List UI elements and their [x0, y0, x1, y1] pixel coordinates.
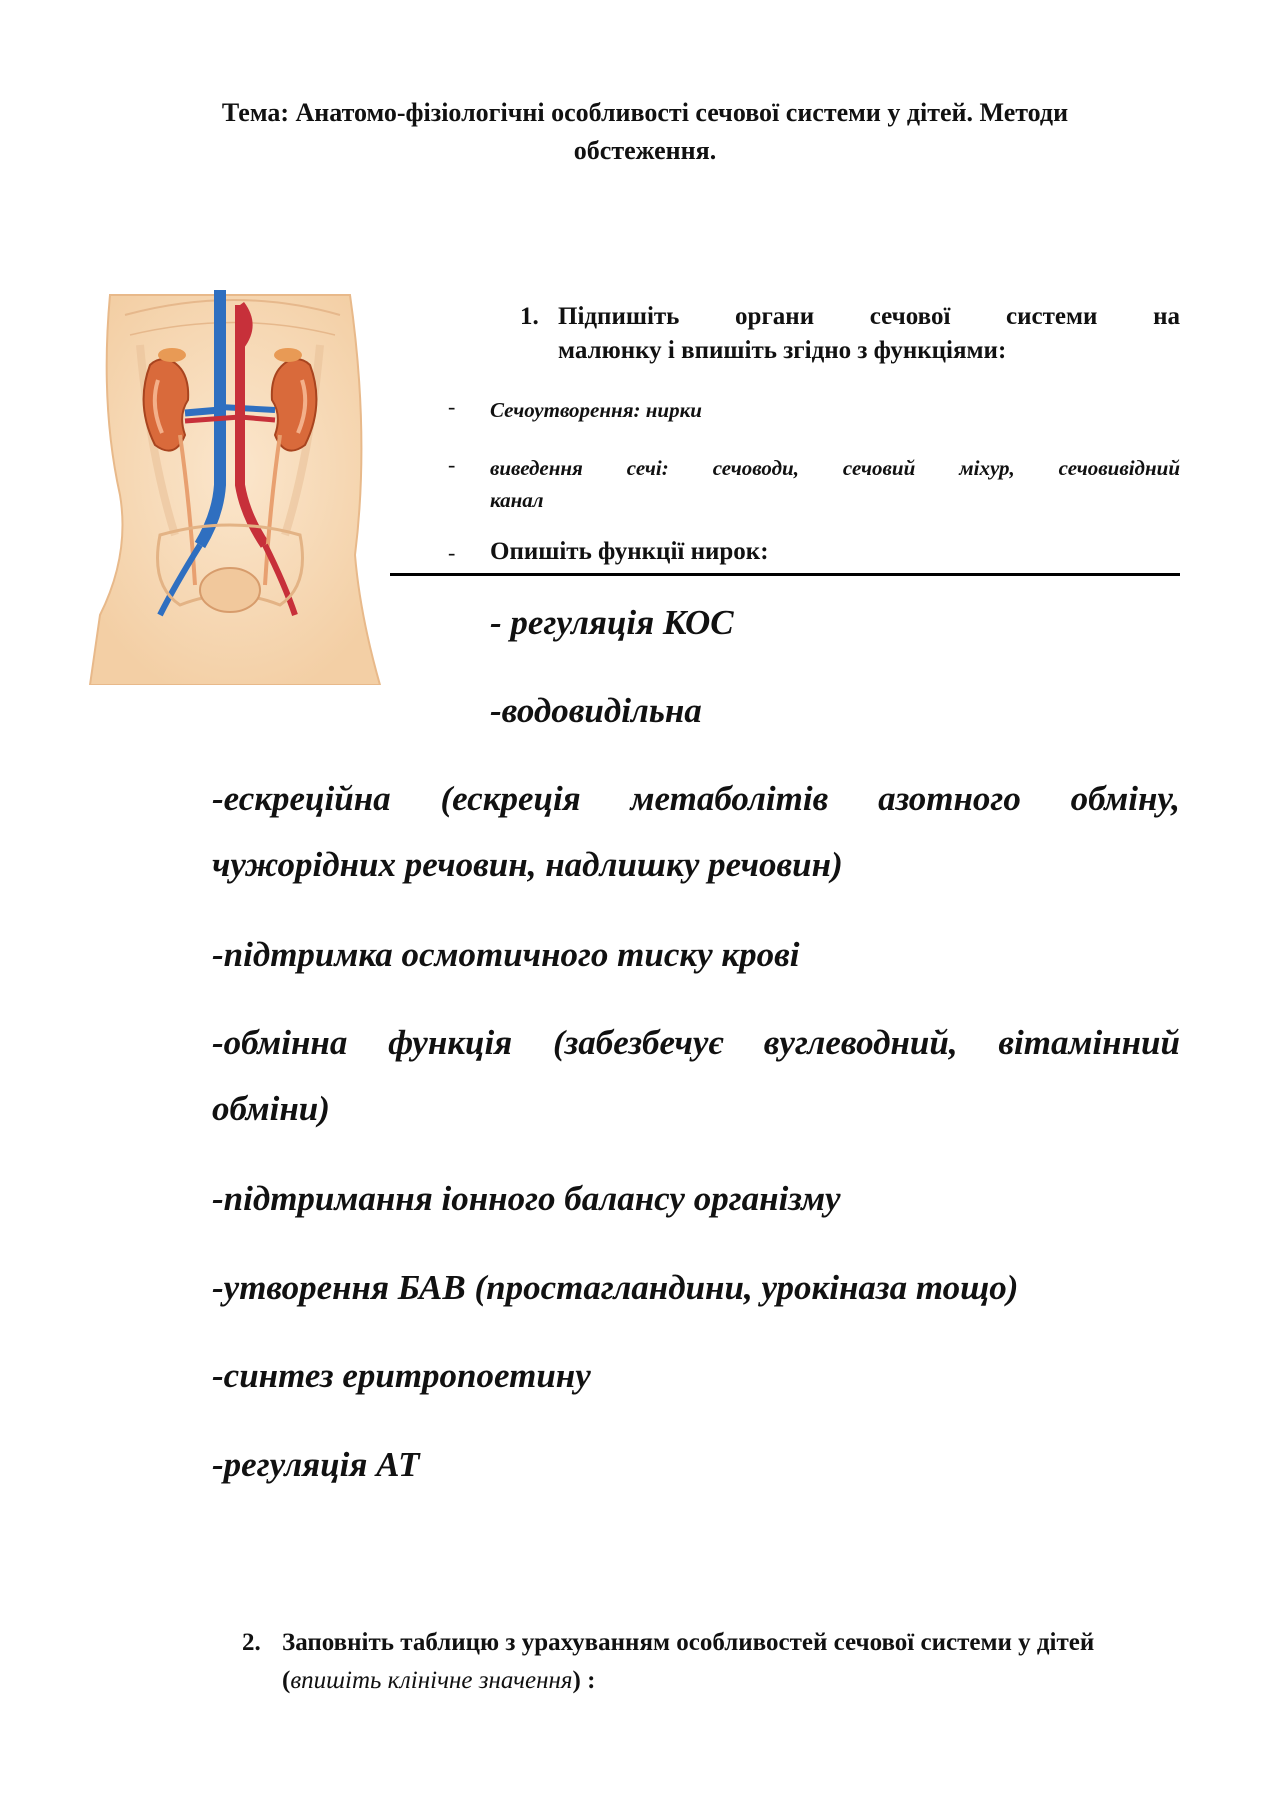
- function-item: -ескреційна (ескреція метаболітів азотного обміну, чужорідних речовин, надлишку речовин): [212, 779, 1180, 884]
- function-item: -підтримка осмотичного тиску крові: [212, 935, 800, 974]
- kidney-functions-heading: Опишіть функції нирок:: [490, 538, 769, 565]
- task2-heading: 2. Заповніть таблицю з урахуванням особливостей сечової системи у дітей (впишіть клінічне значення) :: [242, 1624, 1180, 1700]
- task1-line2: малюнку і впишіть згідно з функціями:: [558, 337, 1007, 364]
- bullet-dash: -: [448, 452, 456, 477]
- task1-line1: Підпишіть органи сечової системи на: [558, 303, 1180, 330]
- function-item: -підтримання іонного балансу організму: [212, 1179, 841, 1218]
- function-item: -водовидільна: [490, 691, 702, 730]
- bullet-urine-excretion: виведення сечі: сечоводи, сечовий міхур, сечовивідний канал: [490, 456, 1180, 512]
- page-title: Тема: Анатомо-фізіологічні особливості сечової системи у дітей. Методи обстеження.: [221, 98, 1069, 165]
- function-item: -утворення БАВ (простагландини, урокіназа тощо): [212, 1268, 1019, 1307]
- function-item: -обмінна функція (забезбечує вуглеводний, вітамінний обміни): [212, 1023, 1180, 1128]
- bullet-dash: -: [448, 394, 456, 419]
- function-item: - регуляція КОС: [490, 603, 734, 642]
- function-item: -регуляція АТ: [212, 1445, 420, 1484]
- bullet-urine-formation: Сечоутворення: нирки: [490, 398, 702, 422]
- bullet-dash: -: [448, 540, 456, 565]
- heading-underline: [390, 573, 1180, 576]
- task1-number: 1.: [520, 303, 539, 330]
- task2-number: 2.: [242, 1629, 261, 1656]
- urinary-system-illustration: [80, 285, 390, 685]
- bladder: [200, 568, 260, 612]
- task1-heading: [520, 300, 1180, 368]
- function-item: -синтез еритропоетину: [212, 1356, 591, 1395]
